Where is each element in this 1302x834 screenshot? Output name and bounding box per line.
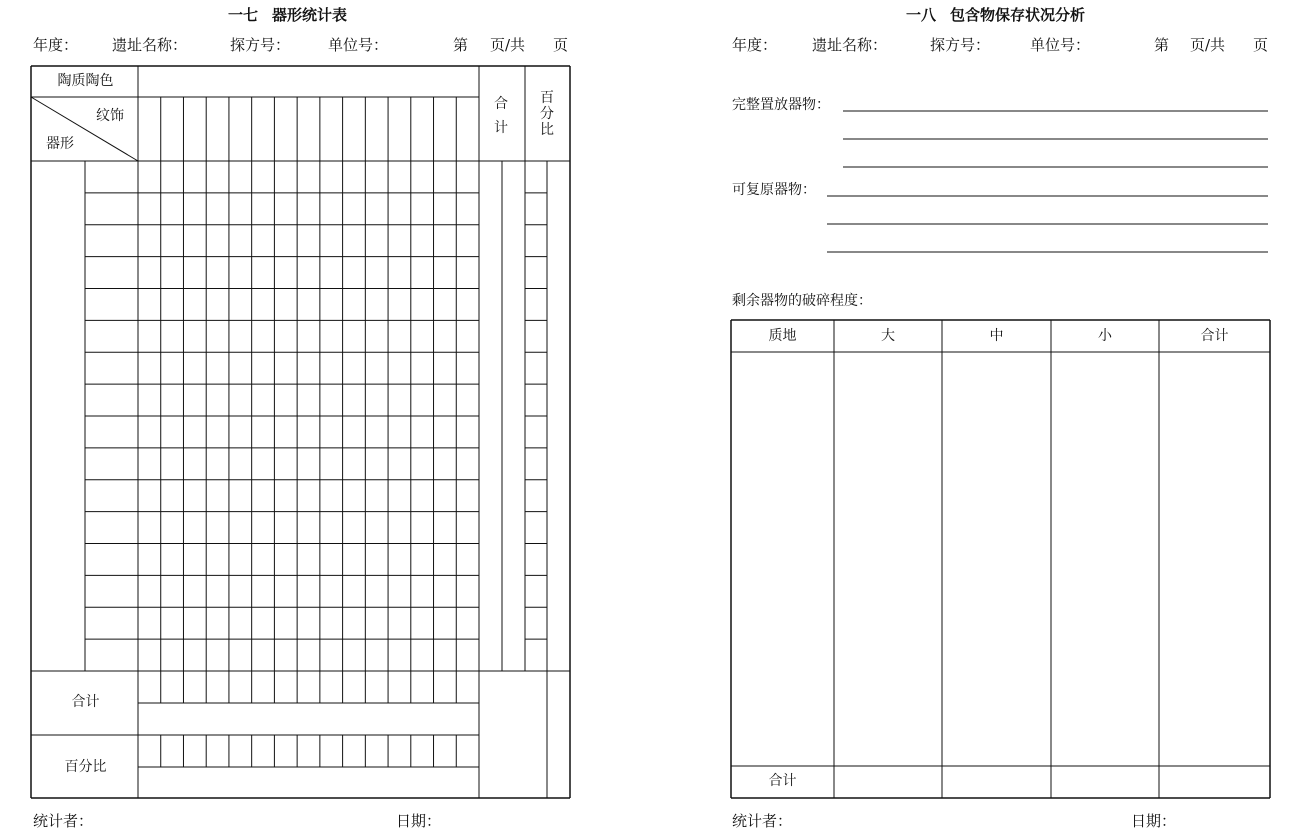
fragmentation-degree-label: 剩余器物的破碎程度： (732, 293, 872, 309)
diagonal-label-decoration: 纹饰 (96, 108, 124, 124)
col-header-material: 质地 (768, 328, 797, 344)
unit-number-label: 单位号： (328, 36, 389, 54)
col-header-total: 合计 (1200, 328, 1229, 344)
diagonal-label-vessel-form: 器形 (46, 136, 74, 152)
restorable-vessels-label: 可复原器物： (732, 182, 816, 198)
col-header-small: 小 (1098, 328, 1112, 344)
total-row-label: 合计 (71, 694, 100, 710)
right-statistician-label: 统计者： (732, 812, 793, 830)
page-prefix: 第 (1154, 36, 1170, 54)
page-suffix: 页 (553, 36, 569, 54)
right-total-row-label: 合计 (768, 773, 797, 789)
right-title-number: 一八 (906, 6, 937, 24)
page-middle: 页/共 (1190, 36, 1226, 54)
col-header-medium: 中 (989, 328, 1004, 344)
trench-number-label: 探方号： (930, 36, 991, 54)
unit-number-label: 单位号： (1030, 36, 1091, 54)
row-header-ceramic-color: 陶质陶色 (57, 73, 114, 89)
complete-vessels-label: 完整置放器物： (732, 97, 830, 113)
year-label: 年度： (33, 36, 79, 54)
site-name-label: 遗址名称： (812, 36, 888, 54)
page-suffix: 页 (1253, 36, 1269, 54)
left-title-number: 一七 (228, 6, 259, 24)
site-name-label: 遗址名称： (112, 36, 188, 54)
page-middle: 页/共 (490, 36, 526, 54)
total-column-header: 合计 (494, 96, 508, 136)
left-statistician-label: 统计者： (33, 812, 94, 830)
left-date-label: 日期： (396, 812, 442, 830)
col-header-large: 大 (881, 328, 895, 344)
trench-number-label: 探方号： (230, 36, 291, 54)
right-title-text: 包含物保存状况分析 (950, 6, 1086, 24)
percent-row-label: 百分比 (64, 759, 107, 775)
year-label: 年度： (732, 36, 778, 54)
page-prefix: 第 (453, 36, 469, 54)
right-date-label: 日期： (1131, 812, 1177, 830)
left-title-text: 器形统计表 (272, 6, 348, 24)
percent-column-header: 百分比 (540, 90, 554, 138)
